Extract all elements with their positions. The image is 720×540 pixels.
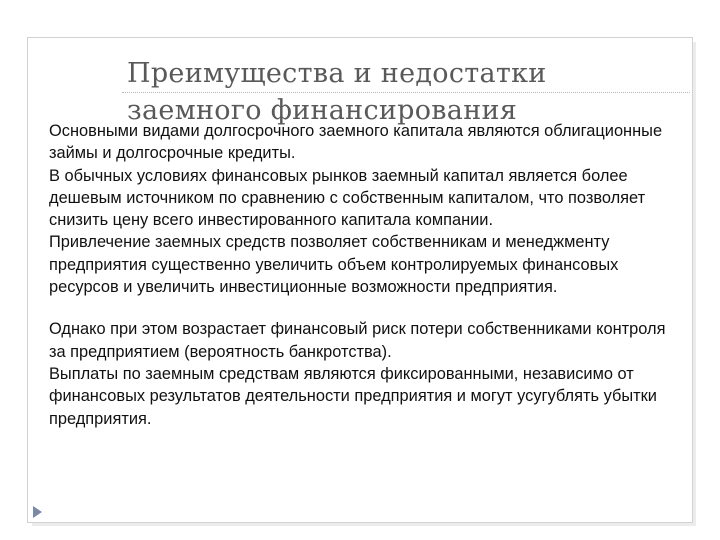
paragraph-3: Привлечение заемных средств позволяет собственникам и менеджменту предприятия существенно увеличить объем контролируемых финансовых ресурсов и увеличить инвестиционные возможности предприятия. (49, 233, 619, 297)
triangle-bullet-icon (33, 506, 42, 518)
paragraph-gap (49, 298, 679, 318)
title-divider (122, 92, 690, 93)
title-line-2: заемного финансирования (127, 95, 518, 126)
paragraph-4: Однако при этом возрастает финансовый риск потери собственниками контроля за предприятием (вероятность банкротства). (49, 320, 666, 361)
paragraph-5: Выплаты по заемным средствам являются фиксированными, независимо от финансовых результатов деятельности предприятия и могут усугублять убытки предприятия. (49, 364, 657, 428)
slide-body (49, 120, 679, 430)
paragraph-2: В обычных условиях финансовых рынков заемный капитал является более дешевым источником по сравнению с собственным капиталом, что позволяет снизить цену всего инвестированного капитала компании. (49, 166, 646, 230)
title-line-1: Преимущества и недостатки (127, 58, 547, 89)
paragraph-1: Основными видами долгосрочного заемного капитала являются облигационные займы и долгосрочные кредиты. (49, 122, 663, 163)
